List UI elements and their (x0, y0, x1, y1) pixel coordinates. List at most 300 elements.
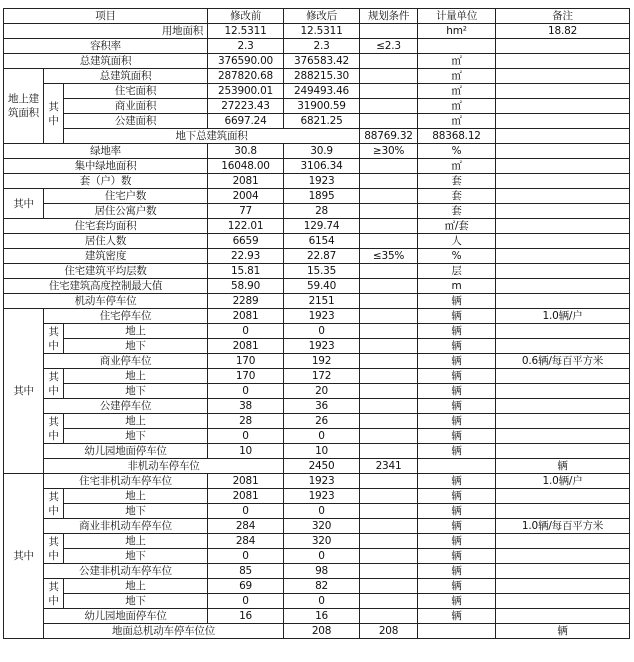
cell-note (496, 39, 630, 54)
cell-cond (360, 444, 418, 459)
cell-note (496, 594, 630, 609)
cell-note (496, 564, 630, 579)
header-item: 项目 (4, 9, 208, 24)
cell-before: 22.93 (208, 249, 284, 264)
cell-before: 0 (208, 594, 284, 609)
cell-after: 1923 (284, 174, 360, 189)
cell-after: 129.74 (284, 219, 360, 234)
cell-after: 98 (284, 564, 360, 579)
cell-after: 15.35 (284, 264, 360, 279)
cell-before: 284 (208, 519, 284, 534)
cell-after: 2341 (360, 459, 418, 474)
row-label: 住宅面积 (64, 84, 208, 99)
cell-note (496, 444, 630, 459)
group-motor-qizhong: 其中 (4, 309, 44, 474)
header-before: 修改前 (208, 9, 284, 24)
cell-unit: 辆 (418, 549, 496, 564)
cell-after: 31900.59 (284, 99, 360, 114)
cell-unit: m (418, 279, 496, 294)
cell-unit: % (418, 144, 496, 159)
cell-after: 12.5311 (284, 24, 360, 39)
cell-after: 0 (284, 429, 360, 444)
cell-after: 26 (284, 414, 360, 429)
cell-cond (496, 129, 630, 144)
cell-before: 122.01 (208, 219, 284, 234)
cell-unit: 辆 (418, 579, 496, 594)
header-cond: 规划条件 (360, 9, 418, 24)
cell-before: 253900.01 (208, 84, 284, 99)
cell-unit: ㎡/套 (418, 219, 496, 234)
cell-unit: 辆 (418, 504, 496, 519)
cell-cond: ≤35% (360, 249, 418, 264)
cell-unit: 辆 (418, 309, 496, 324)
cell-unit (418, 39, 496, 54)
row-label: 绿地率 (4, 144, 208, 159)
table-row-max-height (4, 279, 630, 294)
planning-indicator-table (3, 8, 630, 639)
cell-before: 58.90 (208, 279, 284, 294)
cell-after: 82 (284, 579, 360, 594)
cell-unit: 辆 (418, 399, 496, 414)
cell-unit: 辆 (418, 294, 496, 309)
cell-note (496, 429, 630, 444)
cell-before: 16048.00 (208, 159, 284, 174)
table-row-com-nm (4, 519, 630, 534)
row-label: 住宅建筑平均层数 (4, 264, 208, 279)
cell-after: 2151 (284, 294, 360, 309)
cell-before: 0 (208, 504, 284, 519)
row-label: 地下总建筑面积 (64, 129, 360, 144)
row-label: 集中绿地面积 (4, 159, 208, 174)
table-row-commercial (4, 99, 630, 114)
cell-note: 1.0辆/户 (496, 474, 630, 489)
row-label: 公建非机动车停车位 (44, 564, 208, 579)
cell-cond (360, 189, 418, 204)
cell-note (496, 174, 630, 189)
table-row-total-area (4, 54, 630, 69)
cell-unit: 套 (418, 174, 496, 189)
row-label: 公建面积 (64, 114, 208, 129)
table-row-com-nm-above (4, 534, 630, 549)
cell-note: 1.0辆/每百平方米 (496, 519, 630, 534)
row-label: 地上 (64, 414, 208, 429)
cell-unit: ㎡ (418, 54, 496, 69)
cell-cond (418, 624, 496, 639)
cell-cond (360, 114, 418, 129)
cell-unit: ㎡ (418, 99, 496, 114)
cell-note (496, 219, 630, 234)
cell-after: 1923 (284, 309, 360, 324)
cell-before: 287820.68 (208, 69, 284, 84)
row-label: 地上 (64, 579, 208, 594)
table-row-res-nm (4, 474, 630, 489)
cell-after: 20 (284, 384, 360, 399)
cell-note (496, 534, 630, 549)
cell-cond (360, 219, 418, 234)
cell-cond (360, 429, 418, 444)
row-label: 用地面积 (4, 24, 208, 39)
row-label: 商业面积 (64, 99, 208, 114)
row-label: 机动车停车位 (4, 294, 208, 309)
cell-cond: ≥30% (360, 144, 418, 159)
row-label: 商业停车位 (44, 354, 208, 369)
cell-note (496, 579, 630, 594)
cell-note (496, 369, 630, 384)
cell-cond (360, 549, 418, 564)
cell-note: 1.0辆/户 (496, 309, 630, 324)
cell-cond (360, 489, 418, 504)
cell-unit: 辆 (418, 429, 496, 444)
cell-unit: 辆 (418, 609, 496, 624)
cell-before: 69 (208, 579, 284, 594)
cell-before: 2081 (208, 339, 284, 354)
table-row-nonmotor-parking (4, 459, 630, 474)
table-row-res-parking-above (4, 324, 630, 339)
cell-cond (418, 459, 496, 474)
cell-before: 2004 (208, 189, 284, 204)
cell-after: 88368.12 (418, 129, 496, 144)
cell-note (496, 159, 630, 174)
row-label: 住宅停车位 (44, 309, 208, 324)
cell-unit: 辆 (418, 594, 496, 609)
cell-after: 1923 (284, 474, 360, 489)
header-note: 备注 (496, 9, 630, 24)
cell-cond (360, 519, 418, 534)
table-row-far (4, 39, 630, 54)
cell-cond (360, 369, 418, 384)
table-row-com-parking-above (4, 369, 630, 384)
row-label: 地下 (64, 384, 208, 399)
cell-cond: ≤2.3 (360, 39, 418, 54)
cell-note (496, 204, 630, 219)
cell-after: 36 (284, 399, 360, 414)
table-body (4, 9, 630, 639)
cell-cond (360, 534, 418, 549)
cell-unit: 套 (418, 204, 496, 219)
row-label: 地下 (64, 504, 208, 519)
cell-after: 6821.25 (284, 114, 360, 129)
cell-after: 0 (284, 504, 360, 519)
cell-before: 28 (208, 414, 284, 429)
cell-after: 2.3 (284, 39, 360, 54)
row-label: 容积率 (4, 39, 208, 54)
row-label: 幼儿园地面停车位 (44, 609, 208, 624)
cell-before: 10 (208, 444, 284, 459)
cell-note (496, 54, 630, 69)
cell-before: 88769.32 (360, 129, 418, 144)
cell-after: 288215.30 (284, 69, 360, 84)
cell-note (496, 249, 630, 264)
cell-after: 1895 (284, 189, 360, 204)
cell-note (496, 549, 630, 564)
table-row-green-rate (4, 144, 630, 159)
cell-before: 0 (208, 324, 284, 339)
cell-before: 0 (208, 549, 284, 564)
cell-unit: % (418, 249, 496, 264)
row-label: 居住公寓户数 (44, 204, 208, 219)
cell-unit: ㎡ (418, 84, 496, 99)
cell-before: 2289 (208, 294, 284, 309)
cell-note (496, 279, 630, 294)
cell-after: 28 (284, 204, 360, 219)
cell-cond (360, 609, 418, 624)
cell-unit: 辆 (418, 474, 496, 489)
table-row-avg-floors (4, 264, 630, 279)
cell-note (496, 489, 630, 504)
cell-unit: 辆 (418, 489, 496, 504)
cell-cond (360, 384, 418, 399)
row-label: 居住人数 (4, 234, 208, 249)
cell-note (496, 114, 630, 129)
table-row-pub-nm-below (4, 594, 630, 609)
table-row-motor-parking (4, 294, 630, 309)
row-label: 地下 (64, 339, 208, 354)
cell-unit: 套 (418, 189, 496, 204)
cell-before: 170 (208, 369, 284, 384)
cell-note (496, 84, 630, 99)
cell-unit: 辆 (418, 324, 496, 339)
cell-before: 6697.24 (208, 114, 284, 129)
group-ground-built-area: 地上建筑面积 (4, 69, 44, 144)
cell-before: 0 (208, 384, 284, 399)
cell-unit: 辆 (418, 564, 496, 579)
cell-unit: ㎡ (418, 69, 496, 84)
cell-after: 320 (284, 534, 360, 549)
table-row-ground-motor (4, 624, 630, 639)
cell-cond (360, 579, 418, 594)
cell-cond (360, 84, 418, 99)
group-com-parking-qizhong: 其中 (44, 369, 64, 399)
header-unit: 计量单位 (418, 9, 496, 24)
row-label: 建筑密度 (4, 249, 208, 264)
cell-unit: 辆 (418, 534, 496, 549)
row-label: 住宅非机动车停车位 (44, 474, 208, 489)
cell-cond (360, 474, 418, 489)
row-label: 住宅户数 (44, 189, 208, 204)
cell-cond (360, 279, 418, 294)
cell-after: 0 (284, 549, 360, 564)
cell-cond (360, 264, 418, 279)
group-pub-nm-qizhong: 其中 (44, 579, 64, 609)
cell-cond (360, 354, 418, 369)
cell-after: 192 (284, 354, 360, 369)
cell-cond (360, 99, 418, 114)
group-qizhong: 其中 (44, 84, 64, 144)
table-row-apartment-units (4, 204, 630, 219)
cell-before: 27223.43 (208, 99, 284, 114)
table-row-pub-parking (4, 399, 630, 414)
cell-cond (360, 594, 418, 609)
table-row-central-green (4, 159, 630, 174)
cell-before: 6659 (208, 234, 284, 249)
row-label: 地面总机动车停车位位 (44, 624, 284, 639)
cell-unit: 辆 (418, 444, 496, 459)
cell-cond (360, 174, 418, 189)
cell-after: 208 (360, 624, 418, 639)
cell-note (496, 189, 630, 204)
row-label: 住宅建筑高度控制最大值 (4, 279, 208, 294)
table-row-pub-nm (4, 564, 630, 579)
header-row (4, 9, 630, 24)
cell-before: 2.3 (208, 39, 284, 54)
cell-cond (360, 414, 418, 429)
cell-after: 16 (284, 609, 360, 624)
table-row-res-nm-above (4, 489, 630, 504)
cell-note (496, 339, 630, 354)
table-row-residential (4, 84, 630, 99)
cell-after: 376583.42 (284, 54, 360, 69)
cell-unit: 辆 (418, 519, 496, 534)
table-row-public (4, 114, 630, 129)
row-label: 地上 (64, 489, 208, 504)
cell-before: 15.81 (208, 264, 284, 279)
cell-note (496, 324, 630, 339)
cell-unit: 辆 (418, 339, 496, 354)
cell-unit: 辆 (418, 354, 496, 369)
cell-before: 2081 (208, 474, 284, 489)
cell-cond (360, 564, 418, 579)
row-label: 非机动车停车位 (44, 459, 284, 474)
cell-note (496, 99, 630, 114)
cell-cond (360, 339, 418, 354)
cell-before: 208 (284, 624, 360, 639)
table-row-kg-nm (4, 609, 630, 624)
cell-before: 16 (208, 609, 284, 624)
cell-note (496, 144, 630, 159)
table-row-households (4, 174, 630, 189)
group-com-nm-qizhong: 其中 (44, 534, 64, 564)
cell-after: 10 (284, 444, 360, 459)
cell-cond (360, 159, 418, 174)
cell-before: 376590.00 (208, 54, 284, 69)
group-nonmotor-qizhong: 其中 (4, 474, 44, 639)
cell-after: 320 (284, 519, 360, 534)
row-label: 地上 (64, 324, 208, 339)
cell-unit: 人 (418, 234, 496, 249)
row-label: 总建筑面积 (44, 69, 208, 84)
cell-note (496, 234, 630, 249)
table-row-pub-nm-above (4, 579, 630, 594)
cell-note (496, 264, 630, 279)
cell-after: 172 (284, 369, 360, 384)
cell-after: 6154 (284, 234, 360, 249)
cell-cond (360, 234, 418, 249)
cell-after: 0 (284, 324, 360, 339)
row-label: 住宅套均面积 (4, 219, 208, 234)
cell-note (496, 414, 630, 429)
table-row-res-parking-below (4, 339, 630, 354)
table-row-avg-unit-area (4, 219, 630, 234)
table-row-res-nm-below (4, 504, 630, 519)
table-row-underground (4, 129, 630, 144)
cell-cond (360, 399, 418, 414)
table-row-com-parking-below (4, 384, 630, 399)
cell-cond (360, 309, 418, 324)
cell-note (496, 294, 630, 309)
cell-note (496, 399, 630, 414)
row-label: 商业非机动车停车位 (44, 519, 208, 534)
row-label: 公建停车位 (44, 399, 208, 414)
table-row-com-nm-below (4, 549, 630, 564)
cell-before: 77 (208, 204, 284, 219)
row-label: 地上 (64, 534, 208, 549)
table-row-pub-parking-above (4, 414, 630, 429)
table-row-kg-parking (4, 444, 630, 459)
row-label: 地下 (64, 549, 208, 564)
cell-note: 0.6辆/每百平方米 (496, 354, 630, 369)
table-row-above-total (4, 69, 630, 84)
cell-before: 2081 (208, 309, 284, 324)
row-label: 地上 (64, 369, 208, 384)
cell-before: 38 (208, 399, 284, 414)
cell-note (496, 609, 630, 624)
cell-after: 3106.34 (284, 159, 360, 174)
table-row-res-units (4, 189, 630, 204)
cell-cond (360, 324, 418, 339)
row-label: 总建筑面积 (4, 54, 208, 69)
cell-unit: 辆 (418, 384, 496, 399)
cell-cond (360, 204, 418, 219)
row-label: 套（户）数 (4, 174, 208, 189)
cell-unit: 辆 (496, 624, 630, 639)
cell-unit: 辆 (418, 414, 496, 429)
cell-before: 284 (208, 534, 284, 549)
cell-after: 59.40 (284, 279, 360, 294)
table-row-res-parking (4, 309, 630, 324)
cell-note (496, 504, 630, 519)
cell-after: 1923 (284, 489, 360, 504)
cell-cond (360, 69, 418, 84)
cell-before: 2450 (284, 459, 360, 474)
cell-after: 249493.46 (284, 84, 360, 99)
group-res-parking-qizhong: 其中 (44, 324, 64, 354)
cell-cond (360, 294, 418, 309)
cell-unit: hm² (418, 24, 496, 39)
cell-before: 12.5311 (208, 24, 284, 39)
group-pub-parking-qizhong: 其中 (44, 414, 64, 444)
cell-unit: ㎡ (418, 159, 496, 174)
header-after: 修改后 (284, 9, 360, 24)
cell-before: 2081 (208, 174, 284, 189)
table-row-com-parking (4, 354, 630, 369)
cell-cond (360, 24, 418, 39)
cell-note (496, 384, 630, 399)
cell-after: 30.9 (284, 144, 360, 159)
group-units-qizhong: 其中 (4, 189, 44, 219)
cell-before: 0 (208, 429, 284, 444)
cell-before: 2081 (208, 489, 284, 504)
cell-unit: ㎡ (418, 114, 496, 129)
cell-cond (360, 504, 418, 519)
cell-note: 18.82 (496, 24, 630, 39)
cell-note (496, 69, 630, 84)
cell-unit: 层 (418, 264, 496, 279)
row-label: 地下 (64, 429, 208, 444)
row-label: 幼儿园地面停车位 (44, 444, 208, 459)
cell-unit: 辆 (496, 459, 630, 474)
cell-before: 85 (208, 564, 284, 579)
cell-after: 22.87 (284, 249, 360, 264)
cell-before: 30.8 (208, 144, 284, 159)
cell-cond (360, 54, 418, 69)
table-row-site-area (4, 24, 630, 39)
cell-after: 0 (284, 594, 360, 609)
cell-before: 170 (208, 354, 284, 369)
group-res-nm-qizhong: 其中 (44, 489, 64, 519)
table-row-population (4, 234, 630, 249)
cell-unit: 辆 (418, 369, 496, 384)
table-row-pub-parking-below (4, 429, 630, 444)
